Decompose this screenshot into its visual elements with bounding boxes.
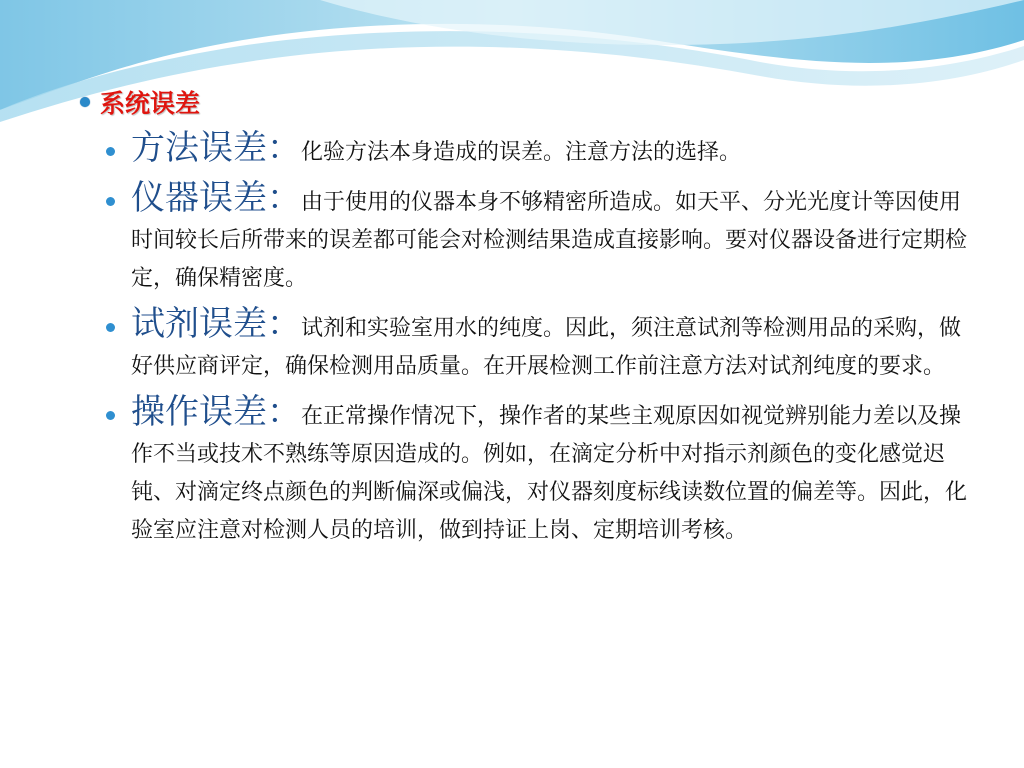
item-term: 方法误差： <box>131 128 301 168</box>
item-text: 由于使用的仪器本身不够精密所造成。如天平、分光光度计等因使用时间较长后所带来的误差都可能会对检测结果造成直接影响。要对仪器设备进行定期检定，确保精密度。 <box>131 190 968 291</box>
item-term: 操作误差： <box>131 392 301 432</box>
slide-content <box>80 82 980 550</box>
bullet-icon <box>106 197 115 206</box>
slide-heading: 系统误差 <box>100 89 201 118</box>
list-item-operation-error <box>106 392 980 550</box>
item-text: 在正常操作情况下，操作者的某些主观原因如视觉辨别能力差以及操作不当或技术不熟练等原因造成的。例如，在滴定分析中对指示剂颜色的变化感觉迟钝、对滴定终点颜色的判断偏深或偏浅，对仪器刻度标线读数位置的偏差等。因此，化验室应注意对检测人员的培训，做到持证上岗、定期培训考核。 <box>131 404 968 543</box>
list-item-instrument-error <box>106 178 980 298</box>
item-text: 化验方法本身造成的误差。注意方法的选择。 <box>301 140 742 165</box>
list-item-method-error <box>106 128 980 172</box>
bullet-icon <box>106 411 115 420</box>
item-term: 试剂误差： <box>131 304 301 344</box>
bullet-icon <box>80 97 90 107</box>
list-item-reagent-error <box>106 304 980 386</box>
slide-heading-row <box>80 82 980 122</box>
bullet-icon <box>106 323 115 332</box>
item-term: 仪器误差： <box>131 178 301 218</box>
item-text: 试剂和实验室用水的纯度。因此，须注意试剂等检测用品的采购，做好供应商评定，确保检测用品质量。在开展检测工作前注意方法对试剂纯度的要求。 <box>131 316 962 379</box>
bullet-icon <box>106 147 115 156</box>
